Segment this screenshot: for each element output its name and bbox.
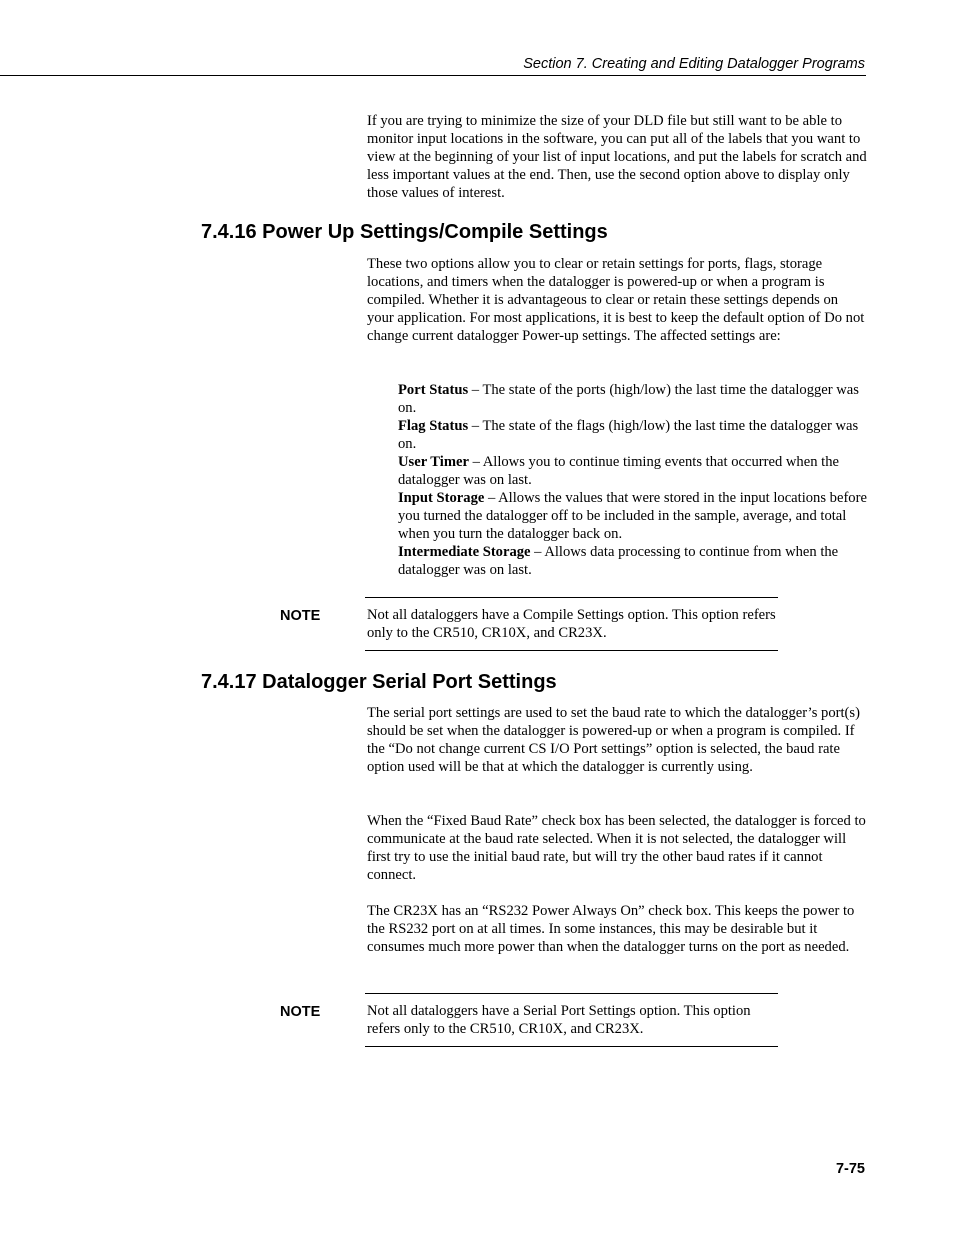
note-box	[365, 597, 778, 651]
setting-term: Input Storage	[398, 490, 485, 506]
page-header	[0, 55, 954, 77]
setting-term: Flag Status	[398, 418, 469, 434]
setting-item	[398, 381, 868, 417]
setting-term: Intermediate Storage	[398, 544, 531, 560]
setting-desc: – Allows you to continue timing events that occurred when the datalogger was on last.	[398, 454, 839, 488]
setting-term: User Timer	[398, 454, 469, 470]
intro-paragraph: If you are trying to minimize the size of your DLD file but still want to be able to monitor input locations in the software, you can put all of the labels that you want to view at the beginning of your list of input locations, and put the labels for scratch and less important values at the end. Then, use the second option above to display only those values of interest.	[367, 113, 867, 201]
setting-item	[398, 453, 868, 489]
section-title: Section 7. Creating and Editing Datalogger Programs	[523, 56, 865, 72]
note-text: Not all dataloggers have a Serial Port Settings option. This option refers only to the CR510, CR10X, and CR23X.	[367, 1003, 751, 1037]
setting-desc: – Allows the values that were stored in the input locations before you turned the datalogger off to be included in the sample, average, and total when you turn the datalogger back on.	[398, 490, 867, 542]
serial-port-paragraph-3: The CR23X has an “RS232 Power Always On” check box. This keeps the power to the RS232 port on at all times. In some instances, this may be desirable but it consumes much more power than when the datalogger turns on the port as needed.	[367, 903, 855, 955]
header-rule	[0, 75, 866, 76]
note-box	[365, 993, 778, 1047]
heading-7-4-17: 7.4.17 Datalogger Serial Port Settings	[201, 671, 557, 693]
note-text: Not all dataloggers have a Compile Settings option. This option refers only to the CR510, CR10X, and CR23X.	[367, 607, 776, 641]
setting-desc: – The state of the ports (high/low) the last time the datalogger was on.	[398, 382, 859, 416]
setting-item	[398, 489, 868, 543]
serial-port-paragraph-1: The serial port settings are used to set the baud rate to which the datalogger’s port(s) should be set when the datalogger is powered-up or when a program is compiled. If the “Do not change current CS I/O Port settings” option is selected, the baud rate option used will be that at which the datalogger is currently using.	[367, 705, 860, 775]
setting-item	[398, 543, 868, 579]
setting-desc: – The state of the flags (high/low) the last time the datalogger was on.	[398, 418, 859, 452]
setting-item	[398, 417, 868, 453]
heading-7-4-16: 7.4.16 Power Up Settings/Compile Settings	[201, 221, 608, 243]
settings-list	[398, 381, 868, 579]
note-label: NOTE	[280, 1004, 321, 1020]
page-number: 7-75	[835, 1161, 865, 1177]
setting-term: Port Status	[398, 382, 469, 398]
power-up-paragraph: These two options allow you to clear or retain settings for ports, flags, storage locations, and timers when the datalogger is powered-up or when a program is compiled. Whether it is advantageous to clear or retain these settings depends on your application. For most applications, it is best to keep the default option of Do not change current datalogger Power-up settings. The affected settings are:	[367, 256, 865, 344]
setting-desc: – Allows data processing to continue from when the datalogger was on last.	[398, 544, 839, 578]
serial-port-paragraph-2: When the “Fixed Baud Rate” check box has been selected, the datalogger is forced to communicate at the baud rate selected. When it is not selected, the datalogger will first try to use the initial baud rate, but will try the other baud rates if it cannot connect.	[367, 813, 866, 883]
note-label: NOTE	[280, 608, 321, 624]
